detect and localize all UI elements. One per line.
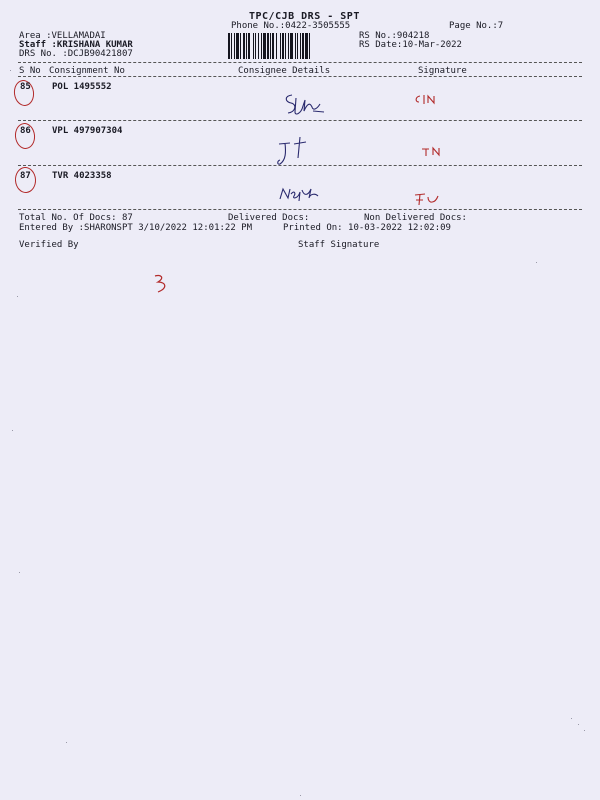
row-consignment: VPL 497907304 (52, 126, 123, 136)
consignee-signature (282, 92, 328, 118)
printed-on: Printed On: 10-03-2022 12:02:09 (283, 223, 451, 233)
rs-number: RS No.:904218 (359, 31, 430, 41)
column-header-consignment: Consignment No (49, 66, 125, 76)
entered-by: Entered By :SHARONSPT 3/10/2022 12:01:22 PM (19, 223, 252, 233)
column-header-sno: S No (19, 66, 41, 76)
rs-date: RS Date:10-Mar-2022 (359, 40, 462, 50)
row-sno: 86 (20, 126, 31, 136)
staff-signature-mark (412, 92, 442, 108)
staff-label: Staff :KRISHANA KUMAR (19, 40, 133, 50)
header-divider (18, 62, 582, 63)
column-divider (18, 76, 582, 77)
total-docs: Total No. Of Docs: 87 (19, 213, 133, 223)
phone-number: Phone No.:0422-3505555 (231, 21, 351, 31)
row-sno: 85 (20, 82, 31, 92)
column-header-consignee: Consignee Details (238, 66, 331, 76)
barcode-image (228, 33, 332, 59)
consignee-signature (276, 134, 316, 168)
row-consignment: POL 1495552 (52, 82, 112, 92)
staff-signature-mark (413, 190, 443, 208)
area-label: Area :VELLAMADAI (19, 31, 106, 41)
row-consignment: TVR 4023358 (52, 171, 112, 181)
row-divider (18, 120, 582, 121)
consignee-signature (278, 184, 322, 204)
handwritten-mark (152, 272, 176, 296)
non-delivered-docs: Non Delivered Docs: (364, 213, 467, 223)
delivered-docs: Delivered Docs: (228, 213, 310, 223)
table-bottom-divider (18, 209, 582, 210)
staff-signature-label: Staff Signature (298, 240, 380, 250)
staff-signature-mark (420, 144, 446, 158)
document-title: TPC/CJB DRS - SPT (249, 11, 360, 22)
page-number: Page No.:7 (449, 21, 504, 31)
verified-by-label: Verified By (19, 240, 79, 250)
drs-number: DRS No. :DCJB90421807 (19, 49, 133, 59)
row-sno: 87 (20, 171, 31, 181)
row-divider (18, 165, 582, 166)
column-header-signature: Signature (418, 66, 467, 76)
